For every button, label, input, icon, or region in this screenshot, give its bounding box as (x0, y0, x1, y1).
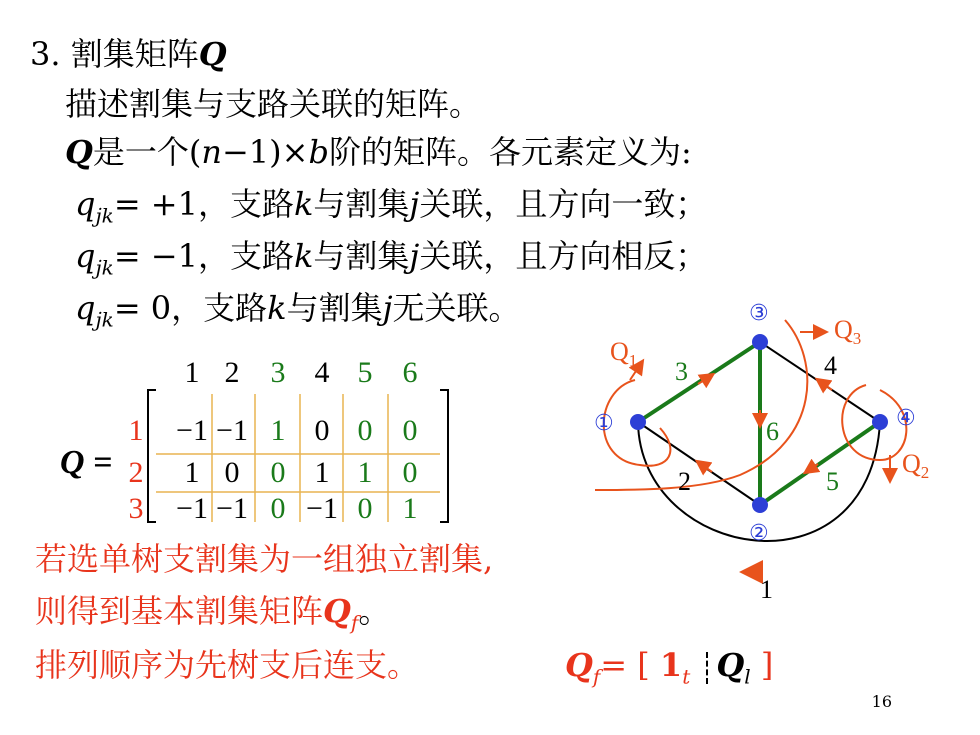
rule3-text-a: = 0，支路 (113, 289, 268, 327)
def-text-1: 是一个( (92, 133, 202, 171)
matrix-cell: 0 (224, 456, 240, 489)
rule1-j: j (409, 185, 420, 223)
conclusion-symbol: Q (323, 592, 351, 630)
matrix-cell: 0 (402, 456, 418, 489)
page-number: 16 (871, 692, 892, 711)
matrix-right-bracket (440, 390, 448, 522)
conclusion-line-2 (35, 592, 390, 641)
matrix-col-header: 5 (357, 356, 373, 389)
rule-line-1 (75, 185, 707, 234)
branch-label-5: 5 (826, 467, 839, 496)
matrix-row-header: 2 (128, 456, 144, 489)
matrix-label: Q = (60, 444, 113, 481)
formula-ql: Q (716, 646, 745, 684)
matrix-cell: −1 (216, 414, 248, 447)
matrix-col-header: 2 (224, 356, 240, 389)
matrix-left-bracket (148, 390, 156, 522)
rule2-text-c: 关联，且方向相反； (419, 237, 708, 275)
formula-f: f (592, 664, 601, 689)
rule2-var: q (75, 237, 96, 275)
matrix-cell: −1 (306, 492, 338, 525)
rule3-sub: jk (95, 307, 114, 332)
matrix-cell: 0 (357, 414, 373, 447)
rule-line-3 (75, 289, 521, 338)
matrix-row-headers (129, 414, 144, 525)
cutset-label-q2: $Q_2$ (902, 449, 930, 482)
rule3-var: q (75, 289, 96, 327)
fundamental-formula (565, 646, 773, 695)
rule1-text-a: = +1，支路 (113, 185, 294, 223)
matrix-cell: 0 (270, 492, 286, 525)
cutset-label-q1: $Q_1$ (610, 337, 638, 370)
rule2-j: j (409, 237, 420, 275)
conclusion-line-3 (35, 646, 419, 684)
node-label-3: ③ (749, 301, 769, 326)
node-2 (752, 497, 768, 513)
matrix-col-headers (185, 356, 418, 389)
node-1 (630, 414, 646, 430)
node-3 (752, 334, 768, 350)
matrix-cell: 1 (270, 414, 286, 447)
formula-q: Q (565, 646, 593, 684)
branch-label-1: 1 (760, 575, 773, 604)
formula-eq: = [ (600, 646, 650, 684)
matrix-cell: −1 (176, 492, 208, 525)
branch-4-arrow (818, 380, 832, 390)
rule1-sub: jk (95, 203, 114, 228)
matrix-cell: −1 (216, 492, 248, 525)
rule2-k: k (293, 237, 314, 275)
cutset-matrix (60, 350, 480, 540)
rule1-text-b: 与割集 (313, 185, 410, 223)
branch-label-6: 6 (766, 417, 779, 446)
node-4 (872, 414, 888, 430)
matrix-cell: −1 (176, 414, 208, 447)
matrix-cell: 0 (314, 414, 330, 447)
formula-ql-sub: l (744, 664, 751, 689)
rule1-k: k (293, 185, 314, 223)
matrix-cell: 0 (402, 414, 418, 447)
rule2-text-a: = −1，支路 (113, 237, 294, 275)
matrix-col-header: 3 (270, 356, 286, 389)
formula-identity-sub: t (682, 664, 691, 689)
title-text: 割集矩阵 (70, 35, 199, 73)
slide-title (30, 35, 227, 73)
conclusion-symbol-sub: f (350, 610, 359, 635)
rule3-text-b: 与割集 (286, 289, 383, 327)
def-symbol: Q (65, 133, 93, 171)
conclusion-line-1 (35, 540, 493, 578)
node-label-1: ① (594, 411, 614, 436)
cutset-label-q3: $Q_3$ (834, 315, 862, 348)
matrix-cell: 1 (314, 456, 330, 489)
rule3-text-c: 无关联。 (392, 289, 521, 327)
def-text-3: 阶的矩阵。各元素定义为: (328, 133, 692, 171)
matrix-cell: 0 (270, 456, 286, 489)
branch-2-arrow (698, 462, 712, 472)
rule3-j: j (382, 289, 393, 327)
def-n: n (201, 133, 222, 171)
conclusion-text-1: 若选单树支割集为一组独立割集, (35, 540, 494, 578)
branch-3-line (638, 342, 760, 422)
conclusion-end: 。 (358, 592, 391, 630)
rule-line-2 (75, 237, 707, 286)
conclusion-text-3: 排列顺序为先树支后连支。 (35, 646, 420, 684)
title-prefix: 3. (30, 35, 61, 73)
rule3-k: k (267, 289, 287, 327)
title-symbol: Q (198, 35, 227, 73)
description-text: 描述割集与支路关联的矩阵。 (65, 85, 482, 123)
description-line (65, 85, 481, 123)
matrix-col-header: 4 (314, 356, 330, 389)
rule1-var: q (75, 185, 96, 223)
branch-label-3: 3 (675, 357, 688, 386)
def-b: b (308, 133, 329, 171)
node-label-4: ④ (896, 406, 916, 431)
network-graph (580, 300, 980, 620)
matrix-col-header: 6 (402, 356, 418, 389)
def-text-2: −1)× (221, 133, 309, 171)
matrix-cell: 0 (357, 492, 373, 525)
matrix-cell: 1 (357, 456, 373, 489)
formula-close: ] (760, 646, 774, 684)
rule2-sub: jk (95, 255, 114, 280)
rule2-text-b: 与割集 (313, 237, 410, 275)
matrix-row-header: 1 (128, 414, 144, 447)
matrix-cell: 1 (184, 456, 200, 489)
branch-label-4: 4 (824, 351, 837, 380)
formula-separator (706, 652, 710, 684)
matrix-row-header: 3 (128, 492, 144, 525)
conclusion-prefix: 则得到 (35, 592, 132, 630)
matrix-cell: 1 (402, 492, 418, 525)
node-label-2: ② (749, 521, 769, 546)
rule1-text-c: 关联，且方向一致； (419, 185, 708, 223)
matrix-col-header: 1 (184, 356, 200, 389)
conclusion-term: 基本割集矩阵 (131, 592, 324, 630)
formula-identity: 1 (659, 646, 683, 684)
definition-line (65, 133, 692, 171)
branch-label-2: 2 (678, 467, 691, 496)
